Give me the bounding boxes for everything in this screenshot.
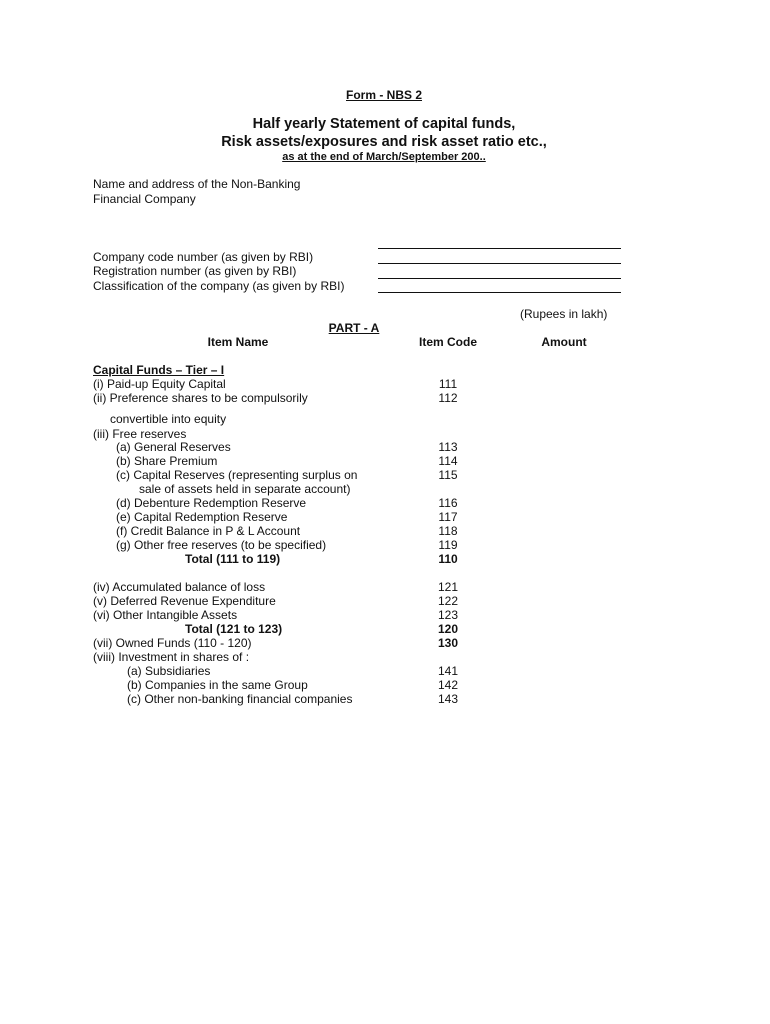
row-label: (iv) Accumulated balance of loss: [93, 580, 266, 594]
row-code: 111: [438, 377, 458, 391]
row-code: 130: [437, 636, 459, 650]
name-address-label-2: Financial Company: [93, 192, 196, 206]
row-code: 141: [437, 664, 459, 678]
row-code: 123: [437, 608, 459, 622]
company-code-field: [378, 263, 621, 264]
row-label: (vi) Other Intangible Assets: [93, 608, 238, 622]
row-code: 116: [438, 496, 458, 510]
row-label: (f) Credit Balance in P & L Account: [116, 524, 301, 538]
row-code: 142: [437, 678, 459, 692]
registration-label: Registration number (as given by RBI): [93, 264, 297, 278]
part-label: PART - A: [328, 321, 380, 335]
row-label: (d) Debenture Redemption Reserve: [116, 496, 307, 510]
header-item-code: Item Code: [418, 335, 478, 349]
row-code: 119: [438, 538, 458, 552]
rupees-note: (Rupees in lakh): [520, 307, 608, 321]
row-label: (viii) Investment in shares of :: [93, 650, 250, 664]
row-label: (g) Other free reserves (to be specified): [116, 538, 327, 552]
row-total-label: Total (121 to 123): [185, 622, 283, 636]
row-label: sale of assets held in separate account): [139, 482, 351, 496]
form-title: Form - NBS 2: [345, 88, 423, 102]
row-label: (e) Capital Redemption Reserve: [116, 510, 288, 524]
company-code-label: Company code number (as given by RBI): [93, 250, 314, 264]
section-heading: Capital Funds – Tier – I: [93, 363, 225, 377]
registration-field: [378, 278, 621, 279]
row-label: (a) General Reserves: [116, 440, 231, 454]
row-label: (i) Paid-up Equity Capital: [93, 377, 226, 391]
classification-field: [378, 292, 621, 293]
row-label: (v) Deferred Revenue Expenditure: [93, 594, 276, 608]
title-line-2: Risk assets/exposures and risk asset ratio etc.,: [221, 134, 547, 150]
row-code: 143: [437, 692, 459, 706]
row-total-label: Total (111 to 119): [185, 552, 281, 566]
blank-line-1: [378, 248, 621, 249]
row-code: 113: [438, 440, 458, 454]
row-label: (a) Subsidiaries: [127, 664, 211, 678]
row-label: (b) Share Premium: [116, 454, 218, 468]
row-label: (c) Other non-banking financial companies: [127, 692, 353, 706]
row-code: 122: [437, 594, 459, 608]
row-code: 117: [438, 510, 458, 524]
row-code: 118: [438, 524, 458, 538]
row-label: (b) Companies in the same Group: [127, 678, 308, 692]
row-code: 121: [437, 580, 459, 594]
row-total-code: 120: [437, 622, 459, 636]
row-label: (ii) Preference shares to be compulsorily: [93, 391, 308, 405]
row-label: convertible into equity: [110, 412, 227, 426]
row-code: 115: [438, 468, 458, 482]
header-item-name: Item Name: [207, 335, 269, 349]
name-address-label-1: Name and address of the Non-Banking: [93, 177, 301, 191]
row-code: 112: [438, 391, 458, 405]
title-line-1: Half yearly Statement of capital funds,: [252, 116, 516, 132]
row-label: (c) Capital Reserves (representing surplus on: [116, 468, 358, 482]
row-code: 114: [438, 454, 458, 468]
classification-label: Classification of the company (as given by RBI): [93, 279, 345, 293]
subtitle: as at the end of March/September 200..: [282, 151, 486, 163]
row-label: (iii) Free reserves: [93, 427, 187, 441]
row-label: (vii) Owned Funds (110 - 120): [93, 636, 252, 650]
header-amount: Amount: [541, 335, 587, 349]
row-total-code: 110: [438, 552, 458, 566]
